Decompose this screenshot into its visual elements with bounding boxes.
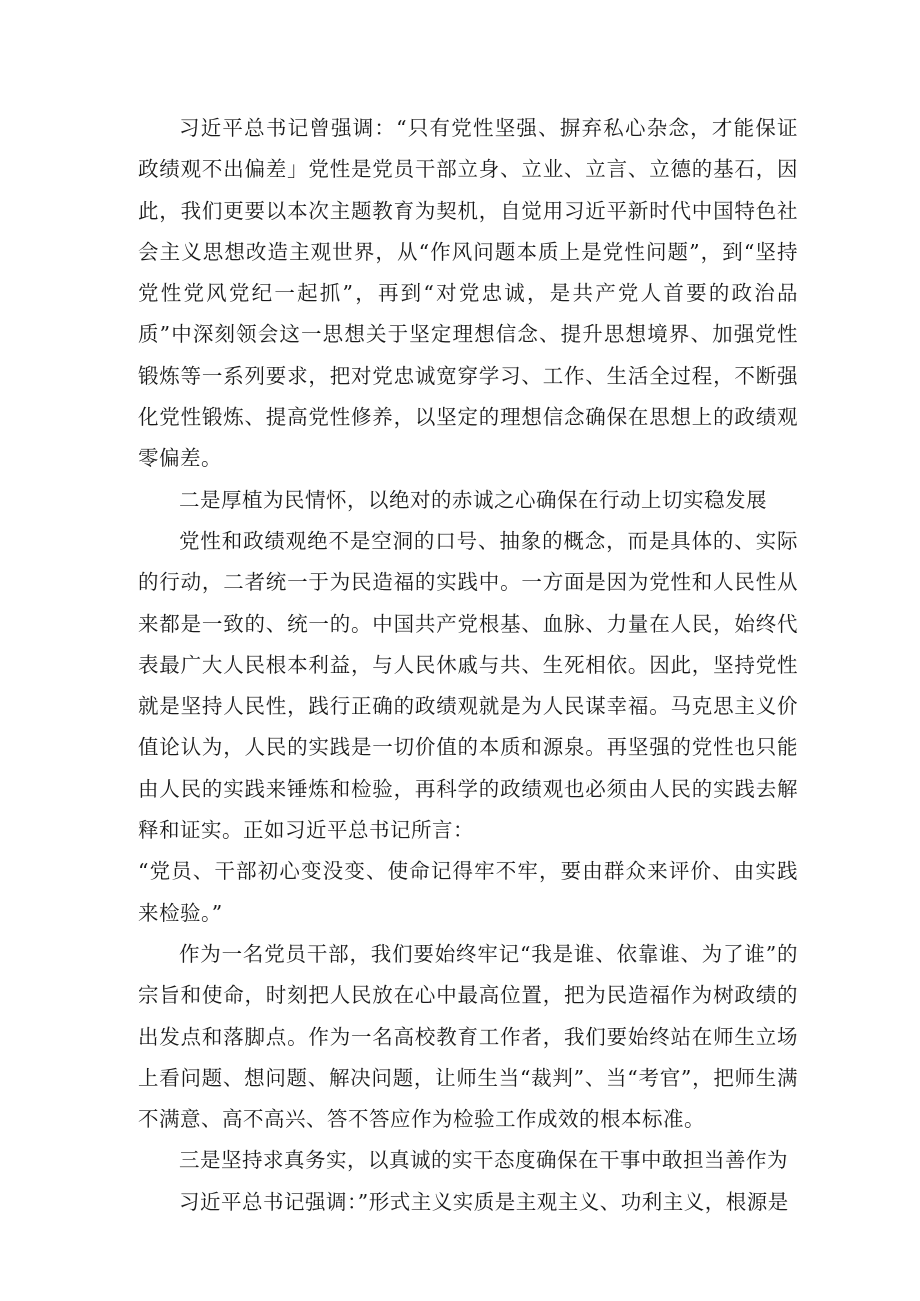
paragraph-people: 党性和政绩观绝不是空洞的口号、抽象的概念，而是具体的、实际的行动，二者统一于为民造福的实践中。一方面是因为党性和人民性从来都是一致的、统一的。中国共产党根基、血脉、力量在人民，始终代表最广大人民根本利益，与人民休戚与共、生死相依。因此，坚持党性就是坚持人民性，践行正确的政绩观就是为人民谋幸福。马克思主义价值论认为，人民的实践是一切价值的本质和源泉。再坚强的党性也只能由人民的实践来锤炼和检验，再科学的政绩观也必须由人民的实践去解释和证实。正如习近平总书记所言： bbox=[138, 528, 798, 843]
paragraph-quote: “党员、干部初心变没变、使命记得牢不牢，要由群众来评价、由实践来检验。” bbox=[138, 859, 798, 925]
section-heading-three: 三是坚持求真务实，以真诚的实干态度确保在干事中敢担当善作为 bbox=[179, 1148, 788, 1173]
paragraph-cadre: 作为一名党员干部，我们要始终牢记“我是谁、依靠谁、为了谁”的宗旨和使命，时刻把人民放在心中最高位置，把为民造福作为树政绩的出发点和落脚点。作为一名高校教育工作者，我们要始终站在师生立场上看问题、想问题、解决问题，让师生当“裁判”、当“考官”，把师生满不满意、高不高兴、答不答应作为检验工作成效的根本标准。 bbox=[138, 941, 798, 1132]
document-body bbox=[138, 108, 798, 1223]
section-heading-two: 二是厚植为民情怀，以绝对的赤诚之心确保在行动上切实稳发展 bbox=[179, 487, 767, 512]
paragraph-party-spirit: 习近平总书记曾强调：“只有党性坚强、摒弃私心杂念，才能保证政绩观不出偏差」党性是党员干部立身、立业、立言、立德的基石，因此，我们更要以本次主题教育为契机，自觉用习近平新时代中国特色社会主义思想改造主观世界，从“作风问题本质上是党性问题”，到“坚持党性党风党纪一起抓”，再到“对党忠诚，是共产党人首要的政治品质”中深刻领会这一思想关于坚定理想信念、提升思想境界、加强党性锻炼等一系列要求，把对党忠诚宽穿学习、工作、生活全过程，不断强化党性锻炼、提高党性修养，以坚定的理想信念确保在思想上的政绩观零偏差。 bbox=[138, 116, 798, 471]
paragraph-formalism: 习近平总书记强调：”形式主义实质是主观主义、功利主义，根源是 bbox=[179, 1189, 789, 1214]
